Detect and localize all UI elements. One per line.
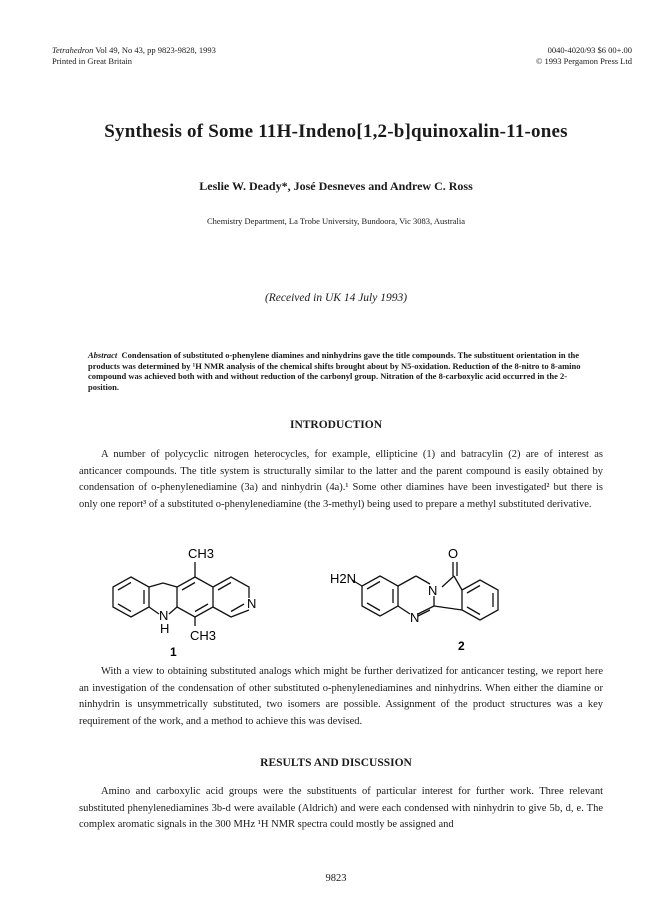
article-code: 0040-4020/93 $6 00+.00: [547, 45, 632, 55]
ellipticine-structure: [96, 540, 276, 658]
compound-number-1: 1: [170, 645, 177, 658]
received-date: [0, 292, 672, 304]
nh-n-label: N: [159, 608, 169, 623]
page-number: 9823: [325, 873, 347, 884]
ch3-bottom-label: CH3: [190, 628, 217, 643]
intro-p2-text: With a view to obtaining substituted analogs which might be further derivatized for anticancer testing, we report here an investigation of the condensation of other substituted o-phenylenediamines and ninhydrins. When either the diamine or ninhydrin is unsymmetrically substituted, two isomers are possible. Assignment of the product structures was a key requirement of the work, and a method to achieve this was devised.: [79, 666, 603, 727]
n-b-label: N: [410, 610, 420, 625]
results-heading: RESULTS AND DISCUSSION: [260, 757, 412, 769]
compound-number-2: 2: [458, 639, 465, 653]
ring-n-label: N: [247, 596, 257, 611]
introduction-paragraph-1: [79, 447, 603, 513]
ch3-top-label: CH3: [188, 546, 215, 561]
affiliation: Chemistry Department, La Trobe University, Bundoora, Vic 3083, Australia: [207, 216, 465, 226]
introduction-paragraph-2: [79, 664, 603, 730]
received-prefix: (Received in UK: [264, 292, 341, 304]
running-header-right: [536, 45, 632, 67]
introduction-heading: INTRODUCTION: [289, 419, 382, 431]
abstract: [88, 350, 586, 392]
running-header-left: [52, 45, 216, 67]
h2n-label: H2N: [330, 571, 357, 586]
printed-note: Printed in Great Britain: [52, 56, 133, 66]
n-a-label: N: [428, 583, 438, 598]
intro-p1-text: A number of polycyclic nitrogen heterocycles, for example, ellipticine (1) and batracylin (2) are of interest as anticancer compounds. The title system is structurally similar to the latter and the parent compound is easily obtained by condensation of o-phenylenediamine (3a) and ninhydrin (4a).¹ Some other diamines have been investigated² but there is only one report³ of a substituted o-phenylenediamine (the 3-methyl) being used to prepare a methyl substituted derivative.: [79, 449, 603, 510]
results-p1-text: Amino and carboxylic acid groups were the substituents of particular interest for further work. Three relevant substituted phenylenediamines 3b-d were available (Aldrich) and were each condensed with ninhydrin to give 5b, d, e. The complex aromatic signals in the 300 MHz ¹H NMR spectra could mostly be assigned and: [79, 786, 603, 831]
paper-title: Synthesis of Some 11H-Indeno[1,2-b]quinoxalin-11-ones: [104, 121, 568, 142]
carbonyl-o-label: O: [448, 546, 459, 561]
copyright-note: © 1993 Pergamon Press Ltd: [535, 56, 632, 66]
volume-info: Vol 49, No 43, pp 9823-9828, 1993: [95, 45, 216, 55]
received-date-value: 14 July 1993): [343, 292, 408, 304]
batracylin-structure: [322, 540, 532, 658]
results-paragraph-1: [79, 784, 603, 834]
abstract-label: Abstract: [88, 350, 118, 360]
journal-name: Tetrahedron: [52, 45, 94, 55]
nh-h-label: H: [160, 621, 170, 636]
abstract-text: Condensation of substituted o-phenylene diamines and ninhydrins gave the title compounds. The substituent orientation in the products was determined by ¹H NMR analysis of the chemical shifts brought about by N5-oxidation. Reduction of the 8-nitro to 8-amino compound was achieved both with and without reduction of the carbonyl group. Nitration of the 8-carboxylic acid occurred in the 2-position.: [88, 350, 581, 392]
author-list: Leslie W. Deady*, José Desneves and Andrew C. Ross: [199, 179, 473, 193]
